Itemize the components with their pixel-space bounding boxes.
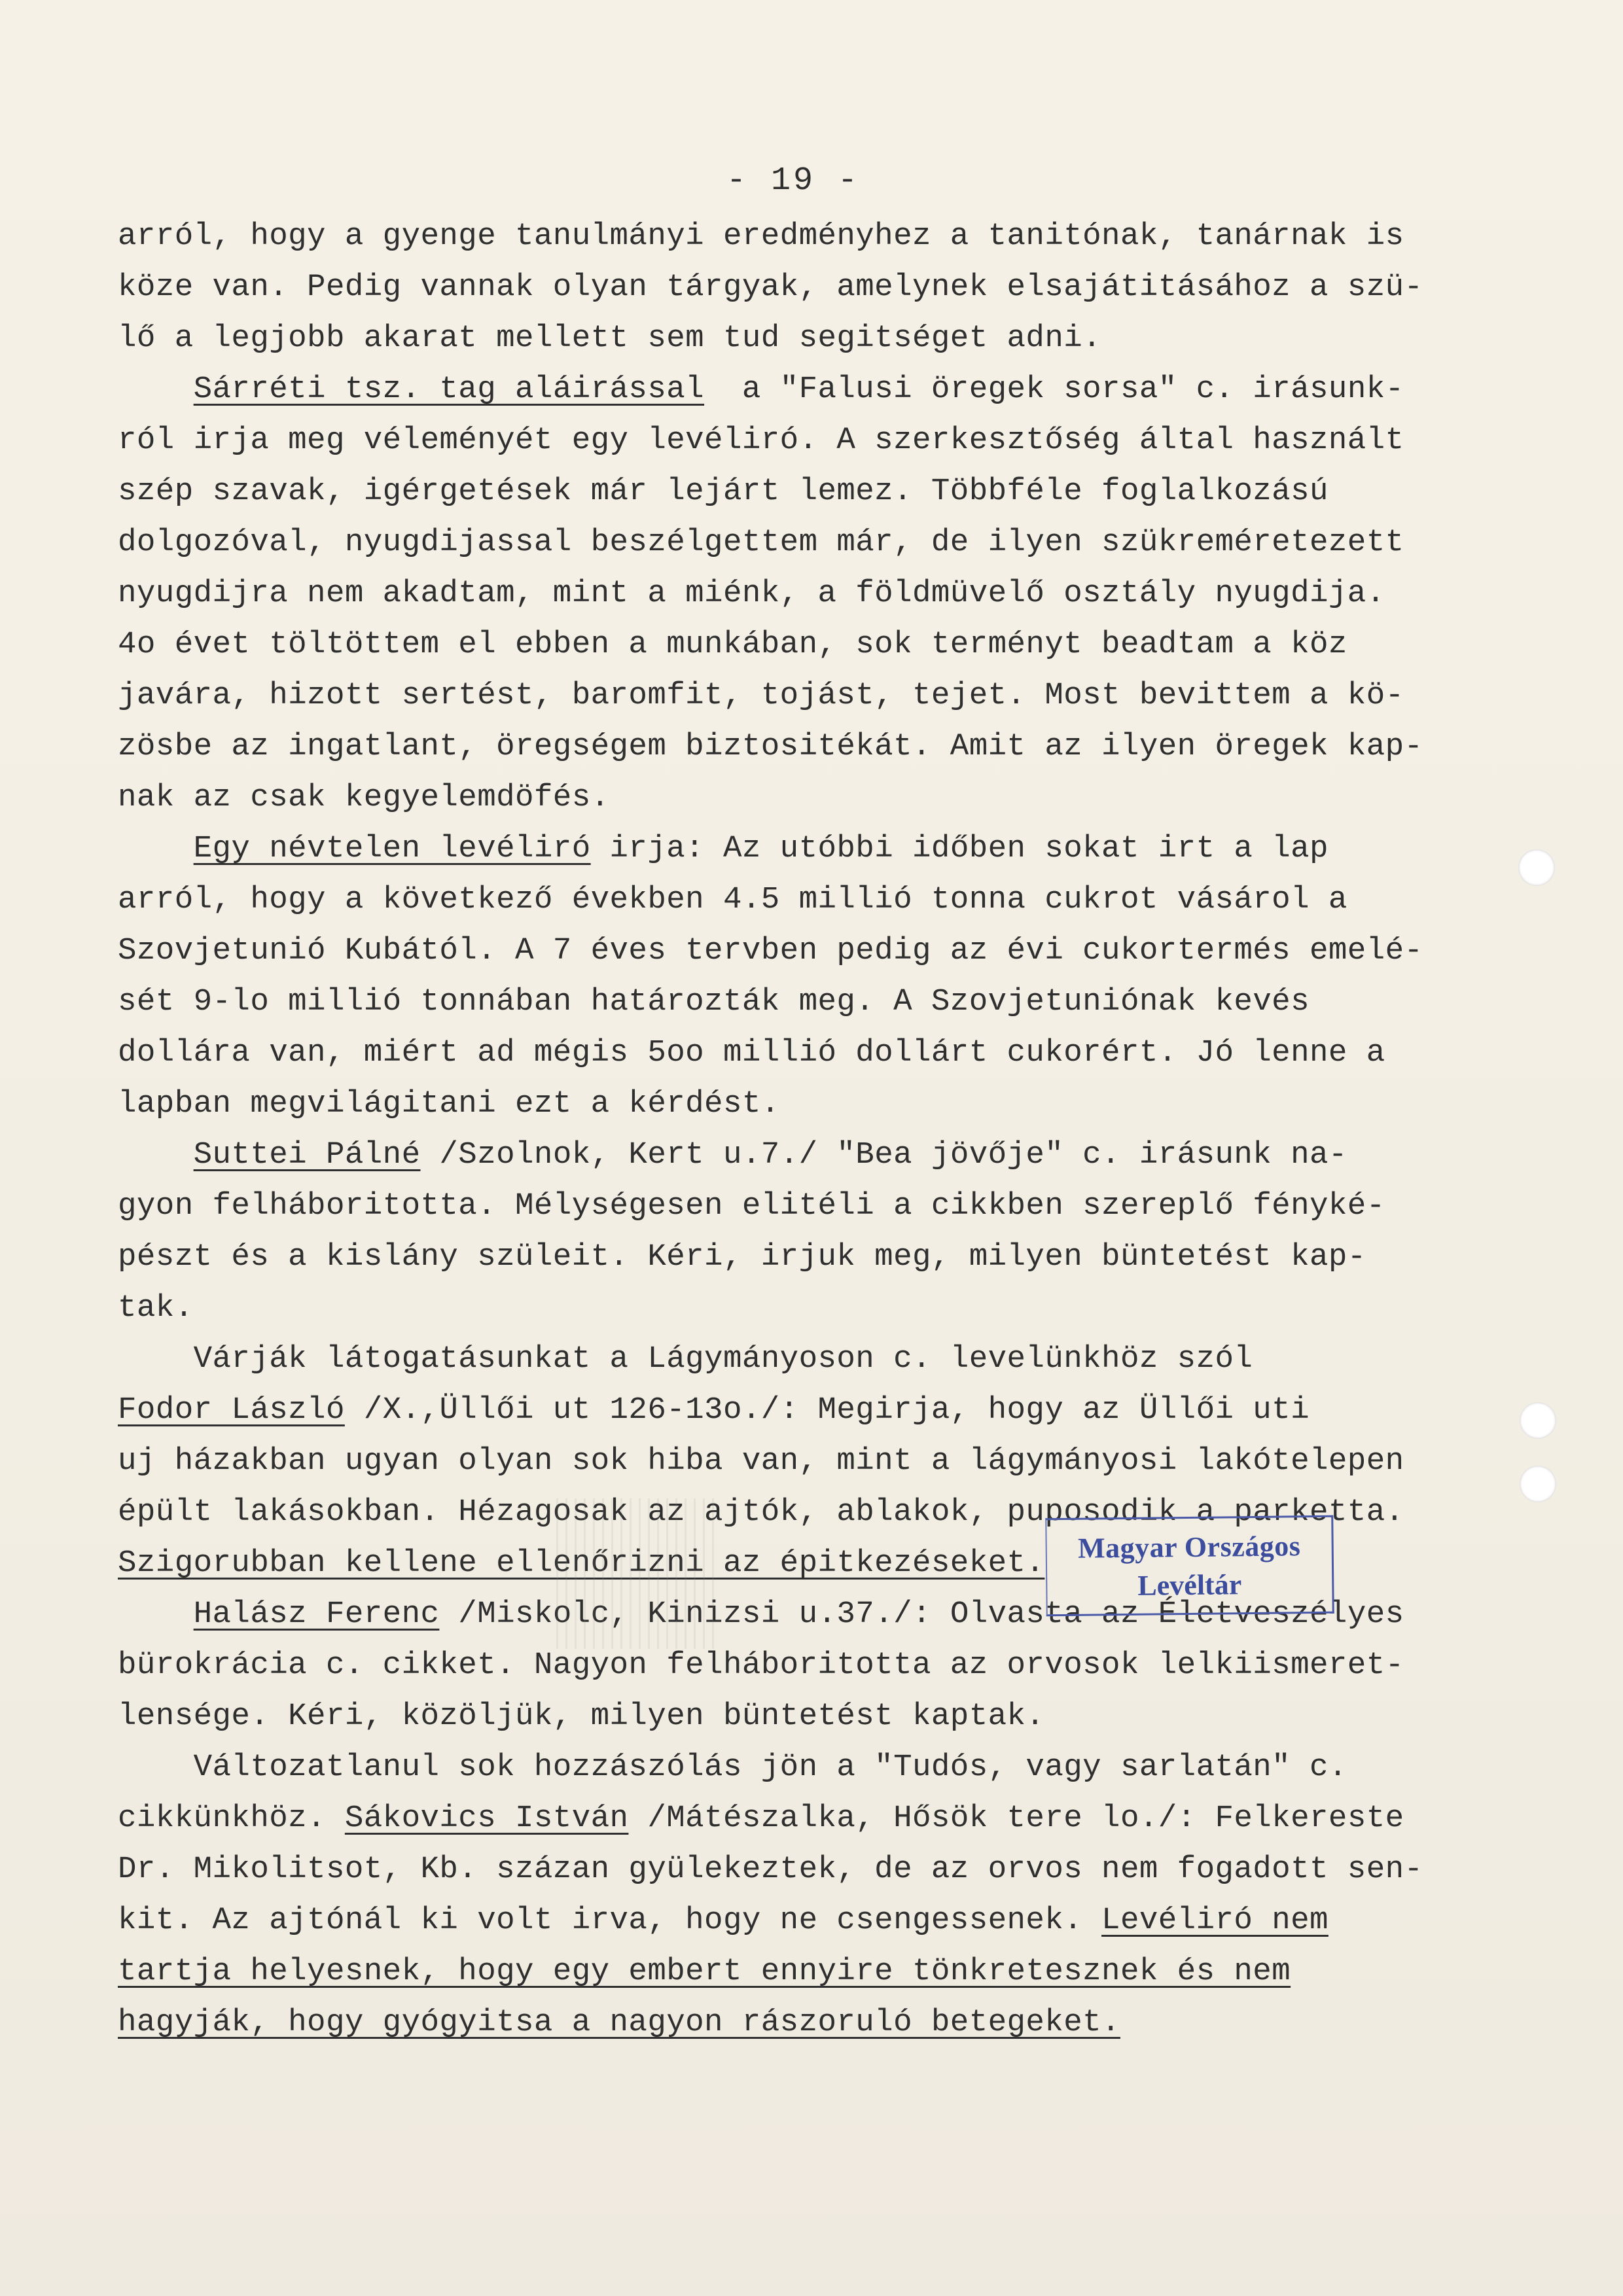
text-line [118, 1129, 1505, 1180]
text-segment: cikkünkhöz. [118, 1801, 345, 1836]
text-segment: bürokrácia c. cikket. Nagyon felháboritotta az orvosok lelkiismeret- [118, 1648, 1404, 1683]
text-line [118, 364, 1505, 415]
text-segment: köze van. Pedig vannak olyan tárgyak, amelynek elsajátitásához a szü- [118, 270, 1423, 305]
text-segment: dollára van, miért ad mégis 5oo millió dollárt cukorért. Jó lenne a [118, 1035, 1385, 1070]
faded-stamp-mark [556, 1498, 720, 1649]
underlined-text: Levéliró nem [1101, 1903, 1329, 1938]
text-segment: tak. [118, 1290, 194, 1326]
text-segment: Dr. Mikolitsot, Kb. százan gyülekeztek, de az orvos nem fogadott sen- [118, 1852, 1423, 1887]
text-line [118, 568, 1505, 619]
text-segment: Várják látogatásunkat a Lágymányoson c. levelünkhöz szól [118, 1341, 1253, 1377]
text-line [118, 1793, 1505, 1844]
text-line [118, 772, 1505, 823]
text-line [118, 1078, 1505, 1129]
underlined-text: Sárréti tsz. tag aláirással [193, 372, 705, 407]
text-segment: javára, hizott sertést, baromfit, tojást, tejet. Most bevittem a kö- [118, 678, 1404, 713]
text-line [118, 1231, 1505, 1282]
typewritten-body [118, 211, 1505, 2048]
text-segment: lensége. Kéri, közöljük, milyen büntetést kaptak. [118, 1699, 1045, 1734]
text-segment: arról, hogy a következő években 4.5 millió tonna cukrot vásárol a [118, 882, 1347, 917]
text-line [118, 1895, 1505, 1946]
text-segment: nyugdijra nem akadtam, mint a miénk, a földmüvelő osztály nyugdija. [118, 576, 1385, 611]
text-segment: gyon felháboritotta. Mélységesen elitéli a cikkben szereplő fényké- [118, 1188, 1385, 1224]
text-segment: ról irja meg véleményét egy levéliró. A szerkesztőség által használt [118, 423, 1404, 458]
text-segment [118, 831, 194, 866]
text-segment [118, 1137, 194, 1173]
text-line [118, 517, 1505, 568]
underlined-text: Suttei Pálné [193, 1137, 421, 1173]
text-segment: szép szavak, igérgetések már lejárt lemez. Többféle foglalkozású [118, 474, 1329, 509]
text-line [118, 874, 1505, 925]
archive-stamp [1045, 1515, 1334, 1617]
text-segment [118, 372, 194, 407]
text-segment: uj házakban ugyan olyan sok hiba van, mint a lágymányosi lakótelepen [118, 1443, 1404, 1479]
text-segment: lapban megvilágitani ezt a kérdést. [118, 1086, 780, 1122]
text-segment: 4o évet töltöttem el ebben a munkában, sok terményt beadtam a köz [118, 627, 1347, 662]
text-line [118, 823, 1505, 874]
text-line [118, 1436, 1505, 1487]
text-segment: lő a legjobb akarat mellett sem tud segitséget adni. [118, 321, 1102, 356]
text-line [118, 1742, 1505, 1793]
underlined-text: hagyják, hogy gyógyitsa a nagyon rászoruló betegeket. [118, 2005, 1120, 2040]
text-line [118, 1640, 1505, 1691]
text-line [118, 1946, 1505, 1997]
text-line [118, 1027, 1505, 1078]
text-line [118, 976, 1505, 1027]
underlined-text: tartja helyesnek, hogy egy embert ennyire tönkretesznek és nem [118, 1954, 1291, 1989]
text-line [118, 1691, 1505, 1742]
text-line [118, 1282, 1505, 1333]
text-segment: zösbe az ingatlant, öregségem biztositékát. Amit az ilyen öregek kap- [118, 729, 1423, 764]
text-segment: irja: Az utóbbi időben sokat irt a lap [590, 831, 1329, 866]
text-segment: /Mátészalka, Hősök tere lo./: Felkereste [628, 1801, 1404, 1836]
text-segment: kit. Az ajtónál ki volt irva, hogy ne csengessenek. [118, 1903, 1102, 1938]
text-segment: épült lakásokban. Hézagosak az ajtók, ablakok, puposodik a parketta. [118, 1494, 1404, 1530]
text-line [118, 1180, 1505, 1231]
text-line [118, 466, 1505, 517]
text-segment: arról, hogy a gyenge tanulmányi eredményhez a tanitónak, tanárnak is [118, 219, 1404, 254]
underlined-text: Egy névtelen levéliró [193, 831, 591, 866]
text-segment: Szovjetunió Kubától. A 7 éves tervben pedig az évi cukortermés emelé- [118, 933, 1423, 968]
underlined-text: Fodor László [118, 1392, 345, 1428]
text-line [118, 262, 1505, 313]
text-line [118, 415, 1505, 466]
text-segment [118, 1597, 194, 1632]
text-segment: /X.,Üllői ut 126-13o./: Megirja, hogy az Üllői uti [344, 1392, 1310, 1428]
punch-hole [1520, 1402, 1556, 1439]
text-line [118, 925, 1505, 976]
text-segment: Változatlanul sok hozzászólás jön a "Tudós, vagy sarlatán" c. [118, 1750, 1347, 1785]
text-segment: /Miskolc, Kinizsi u.37./: Olvasta az Életveszélyes [439, 1597, 1404, 1632]
punch-hole [1520, 1466, 1556, 1502]
text-line [118, 1997, 1505, 2048]
text-line [118, 721, 1505, 772]
text-line [118, 619, 1505, 670]
text-segment: pészt és a kislány szüleit. Kéri, irjuk meg, milyen büntetést kap- [118, 1239, 1366, 1275]
text-line [118, 1333, 1505, 1385]
text-line [118, 1844, 1505, 1895]
text-line [118, 313, 1505, 364]
text-segment: a "Falusi öregek sorsa" c. irásunk- [704, 372, 1404, 407]
underlined-text: Halász Ferenc [193, 1597, 440, 1632]
text-line [118, 1385, 1505, 1436]
text-segment: /Szolnok, Kert u.7./ "Bea jövője" c. irásunk na- [420, 1137, 1347, 1173]
page-number: - 19 - [726, 162, 861, 200]
text-segment: nak az csak kegyelemdöfés. [118, 780, 610, 815]
text-segment: dolgozóval, nyugdijassal beszélgettem már, de ilyen szükreméretezett [118, 525, 1404, 560]
stamp-line-2: Levéltár [1137, 1568, 1242, 1602]
text-line [118, 670, 1505, 721]
underlined-text: Sákovics István [344, 1801, 629, 1836]
text-line [118, 211, 1505, 262]
stamp-line-1: Magyar Országos [1077, 1530, 1301, 1564]
punch-hole [1518, 849, 1555, 886]
text-segment: sét 9-lo millió tonnában határozták meg. A Szovjetuniónak kevés [118, 984, 1310, 1019]
underlined-text: Szigorubban kellene ellenőrizni az épitkezéseket. [118, 1545, 1045, 1581]
